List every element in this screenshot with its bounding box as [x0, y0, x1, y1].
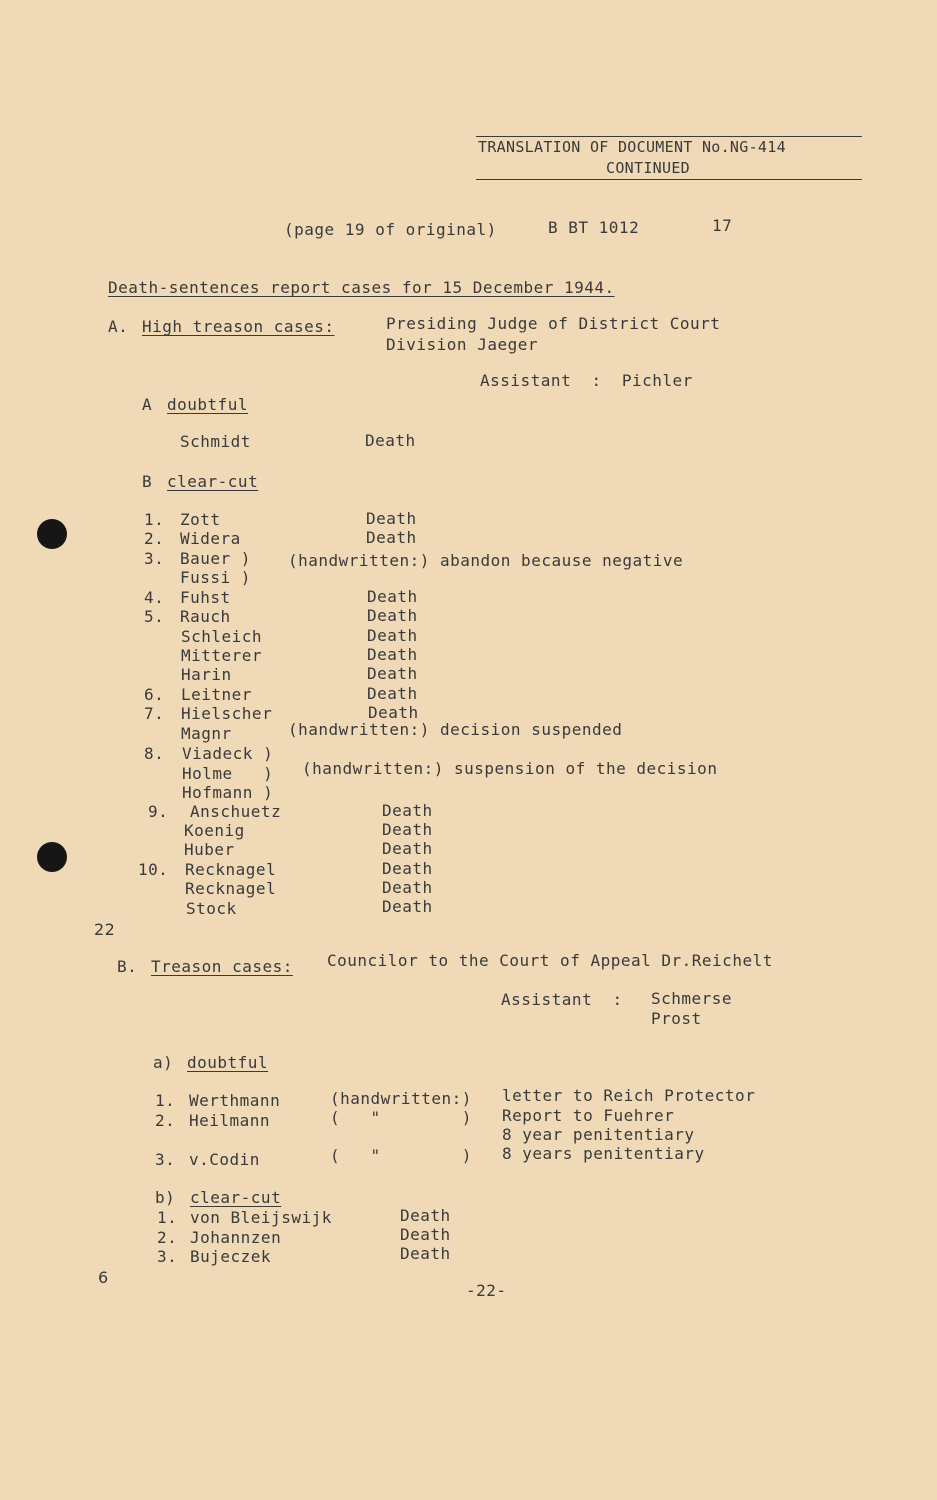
- case-number: 6.: [144, 685, 165, 704]
- defendant-name: Bauer ): [180, 549, 251, 568]
- sentence: Death: [400, 1225, 451, 1244]
- defendant-name: Werthmann: [189, 1091, 281, 1110]
- sentence: Death: [400, 1206, 451, 1225]
- punch-hole-bottom: [37, 842, 67, 872]
- defendant-name: Widera: [180, 529, 241, 548]
- defendant-name: Stock: [186, 899, 237, 918]
- case-number: 3.: [157, 1247, 178, 1266]
- case-number: 1.: [157, 1208, 178, 1227]
- section-a-heading: High treason cases:: [142, 317, 335, 336]
- defendant-name: Koenig: [184, 821, 245, 840]
- defendant-name: Huber: [184, 840, 235, 859]
- sentence: Death: [382, 897, 433, 916]
- defendant-name: Schleich: [181, 627, 263, 646]
- handwritten-note: (handwritten:) suspension of the decision: [302, 759, 718, 778]
- ditto-note: ( " ): [330, 1108, 472, 1127]
- doubtful-marker: A: [142, 395, 153, 414]
- case-number: 3.: [144, 549, 165, 568]
- sentence: Death: [367, 684, 418, 703]
- handwritten-note: (handwritten:) decision suspended: [288, 720, 623, 739]
- section-a-judge-line1: Presiding Judge of District Court: [386, 314, 721, 333]
- case-number: 1.: [155, 1091, 176, 1110]
- translation-title: TRANSLATION OF DOCUMENT No.NG-414: [478, 138, 786, 156]
- case-number: 4.: [144, 588, 165, 607]
- page-number: 17: [712, 216, 733, 235]
- handwritten-note: (handwritten:) abandon because negative: [288, 551, 684, 570]
- section-b-judge: Councilor to the Court of Appeal Dr.Reichelt: [327, 951, 773, 970]
- sentence: Death: [400, 1244, 451, 1263]
- sentence: Death: [368, 703, 419, 722]
- section-a-assistant: Assistant : Pichler: [480, 371, 693, 390]
- header-rule-bottom: [476, 179, 862, 180]
- handwritten-note: (handwritten:): [330, 1089, 472, 1108]
- case-number: 9.: [148, 802, 169, 821]
- doubtful-sentence: Death: [365, 431, 416, 450]
- section-b-assistant-label: Assistant :: [501, 990, 623, 1009]
- sentence: Death: [367, 626, 418, 645]
- defendant-name: Leitner: [181, 685, 252, 704]
- case-number: 5.: [144, 607, 165, 626]
- section-b-clearcut-label: clear-cut: [190, 1188, 282, 1207]
- defendant-name: Zott: [180, 510, 221, 529]
- case-number: 7.: [144, 704, 165, 723]
- sentence: Death: [367, 664, 418, 683]
- sentence: Death: [367, 587, 418, 606]
- section-b-assistant-2: Prost: [651, 1009, 702, 1028]
- sentence: Death: [382, 839, 433, 858]
- ditto-note: ( " ): [330, 1146, 472, 1165]
- case-number: 1.: [144, 510, 165, 529]
- document-code: B BT 1012: [548, 218, 640, 237]
- section-b-heading: Treason cases:: [151, 957, 293, 976]
- report-title: Death-sentences report cases for 15 December 1944.: [108, 278, 615, 297]
- original-page-ref: (page 19 of original): [284, 220, 497, 239]
- case-number: 3.: [155, 1150, 176, 1169]
- section-b-doubtful-label: doubtful: [187, 1053, 269, 1072]
- case-number: 10.: [138, 860, 169, 879]
- defendant-name: Recknagel: [185, 879, 277, 898]
- case-number: 8.: [144, 744, 165, 763]
- clearcut-label: clear-cut: [167, 472, 259, 491]
- defendant-name: Holme ): [182, 764, 274, 783]
- defendant-name: Bujeczek: [190, 1247, 272, 1266]
- section-a-judge-line2: Division Jaeger: [386, 335, 538, 354]
- section-a-marker: A.: [108, 317, 129, 336]
- decision: Report to Fuehrer: [502, 1106, 675, 1125]
- defendant-name: Magnr: [181, 724, 232, 743]
- defendant-name: Viadeck ): [182, 744, 274, 763]
- defendant-name: Harin: [181, 665, 232, 684]
- decision: 8 years penitentiary: [502, 1144, 705, 1163]
- defendant-name: Fussi ): [180, 568, 251, 587]
- sentence: Death: [382, 859, 433, 878]
- case-number: 2.: [157, 1228, 178, 1247]
- sentence: Death: [382, 801, 433, 820]
- sentence: Death: [367, 645, 418, 664]
- defendant-name: Hofmann ): [182, 783, 274, 802]
- sentence: Death: [382, 878, 433, 897]
- sentence: Death: [382, 820, 433, 839]
- defendant-name: Fuhst: [180, 588, 231, 607]
- defendant-name: Heilmann: [189, 1111, 271, 1130]
- sentence: Death: [366, 528, 417, 547]
- defendant-name: von Bleijswijk: [190, 1208, 332, 1227]
- defendant-name: Anschuetz: [190, 802, 282, 821]
- section-b-marker: B.: [117, 957, 138, 976]
- margin-number-22: 22: [94, 920, 116, 939]
- margin-number-6: 6: [98, 1268, 109, 1287]
- decision: letter to Reich Protector: [502, 1086, 756, 1105]
- section-b-doubtful-marker: a): [153, 1053, 174, 1072]
- defendant-name: Johannzen: [190, 1228, 282, 1247]
- clearcut-marker: B: [142, 472, 153, 491]
- header-rule-top: [476, 136, 862, 137]
- translation-subtitle: CONTINUED: [606, 159, 690, 177]
- punch-hole-top: [37, 519, 67, 549]
- case-number: 2.: [144, 529, 165, 548]
- defendant-name: v.Codin: [189, 1150, 260, 1169]
- sentence: Death: [366, 509, 417, 528]
- defendant-name: Mitterer: [181, 646, 263, 665]
- case-number: 2.: [155, 1111, 176, 1130]
- defendant-name: Rauch: [180, 607, 231, 626]
- section-b-clearcut-marker: b): [155, 1188, 176, 1207]
- defendant-name: Recknagel: [185, 860, 277, 879]
- doubtful-name: Schmidt: [180, 432, 251, 451]
- sentence: Death: [367, 606, 418, 625]
- page-footer: -22-: [466, 1281, 507, 1300]
- doubtful-label: doubtful: [167, 395, 249, 414]
- defendant-name: Hielscher: [181, 704, 273, 723]
- section-b-assistant-1: Schmerse: [651, 989, 733, 1008]
- decision: 8 year penitentiary: [502, 1125, 695, 1144]
